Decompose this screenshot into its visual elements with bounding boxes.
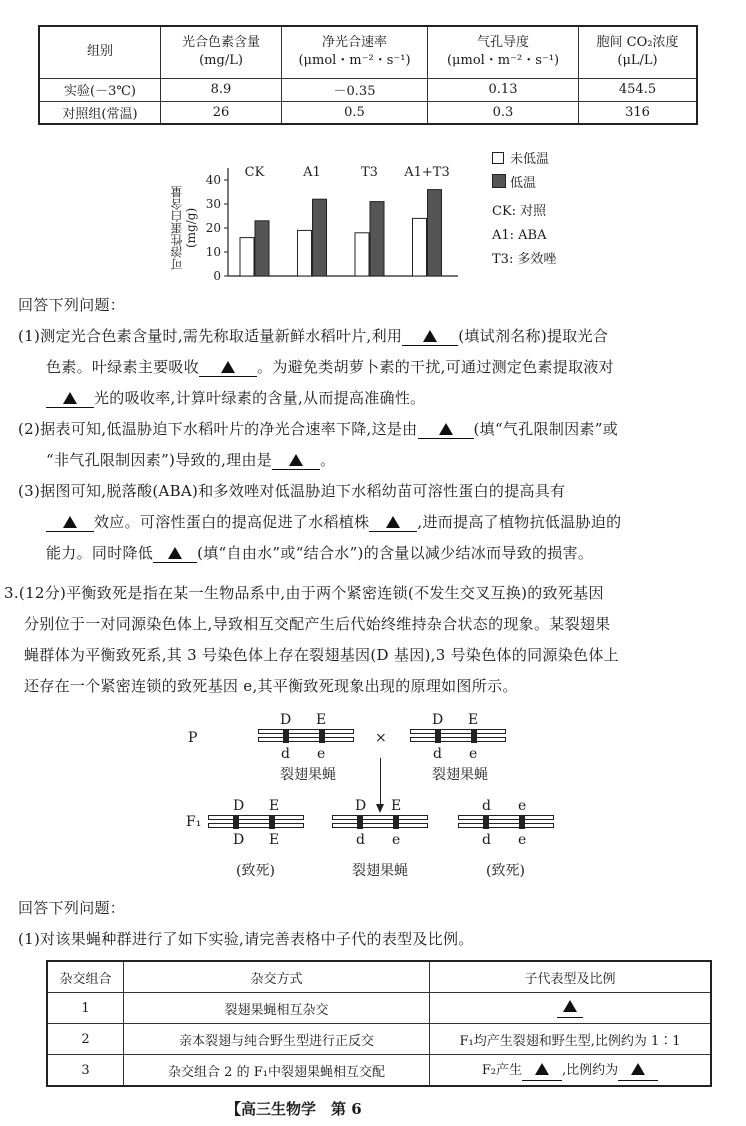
bar-no-cold <box>355 233 369 276</box>
gene-E: E <box>391 798 402 814</box>
data-table-1 <box>38 25 698 125</box>
page-footer: 【高三生物学 第 6 <box>226 1100 362 1118</box>
y-axis-label: 可溶性蛋白含量(mg/g) <box>170 186 198 270</box>
label-split-wing: 裂翅果蝇 <box>432 767 488 783</box>
header-group: 组别 <box>39 26 161 78</box>
gene-e: e <box>469 746 478 762</box>
label-split-wing: 裂翅果蝇 <box>280 767 336 783</box>
answer-blank-icon <box>563 1000 577 1012</box>
q2-line-2: “非气孔限制因素”)导致的,理由是 。 <box>46 451 336 469</box>
category-label: T3 <box>361 165 378 180</box>
gene-d: d <box>482 798 491 814</box>
note-t3: T3: 多效唑 <box>492 252 557 267</box>
gene-E: E <box>468 712 479 728</box>
header-method: 杂交方式 <box>124 961 430 993</box>
chart-legend <box>492 148 556 272</box>
y-tick-label: 30 <box>205 197 221 211</box>
answer-blank-icon <box>386 516 400 528</box>
gene-d: d <box>482 832 491 848</box>
header-offspring: 子代表型及比例 <box>430 961 712 993</box>
bar-cold <box>255 221 269 276</box>
bar-cold <box>370 202 384 276</box>
y-tick-label: 0 <box>213 269 221 283</box>
answer-blank-icon <box>439 423 453 435</box>
gene-D: D <box>432 712 444 728</box>
question-3-stem <box>4 578 734 702</box>
y-tick-label: 40 <box>205 173 221 187</box>
gene-D: D <box>280 712 292 728</box>
chromosome-pair <box>458 815 554 829</box>
gene-e: e <box>317 746 326 762</box>
table-row: 实验(－3℃) 8.9 －0.35 0.13 454.5 <box>39 78 697 101</box>
intro-1: 回答下列问题： <box>18 296 126 314</box>
q3-line-2: 效应。可溶性蛋白的提高促进了水稻植株 ,进而提高了植物抗低温胁迫的 <box>18 507 728 538</box>
questions-block-1 <box>18 290 728 569</box>
note-ck: CK: 对照 <box>492 204 547 219</box>
q1-line-2: 色素。叶绿素主要吸收 。为避免类胡萝卜素的干扰,可通过测定色素提取液对 <box>46 358 614 376</box>
answer-blank-icon <box>168 547 182 559</box>
chromosome-pair <box>332 815 428 829</box>
q3-line-3: 能力。同时降低 (填“自由水”或“结合水”)的含量以减少结冰而导致的损害。 <box>46 544 594 562</box>
arrow-head-icon <box>376 804 384 813</box>
bar-no-cold <box>298 230 312 276</box>
gene-e: e <box>392 832 401 848</box>
answer-blank-icon <box>221 361 235 373</box>
note-a1: A1: ABA <box>492 228 547 243</box>
header-pigment: 光合色素含量 (mg/L) <box>161 26 282 78</box>
gene-E: E <box>269 832 280 848</box>
answer-blank-icon <box>63 516 77 528</box>
gene-e: e <box>518 798 527 814</box>
q4-line: (1)对该果蝇种群进行了如下实验,请完善表格中子代的表型及比例。 <box>18 930 474 948</box>
q1-line-1: (1)测定光合色素含量时,需先称取适量新鲜水稻叶片,利用 (填试剂名称)提取光合 <box>18 327 609 345</box>
header-stomatal: 气孔导度 (μmol・m⁻²・s⁻¹) <box>428 26 579 78</box>
table-row: 2 亲本裂翅与纯合野生型进行正反交 F₁均产生裂翅和野生型,比例约为 1∶1 <box>47 1024 711 1055</box>
cross-symbol: × <box>375 730 387 746</box>
label-lethal: (致死) <box>486 863 525 879</box>
y-tick-label: 10 <box>205 245 221 259</box>
header-combo: 杂交组合 <box>47 961 124 993</box>
chromosome-pair <box>208 815 304 829</box>
arrow-down-icon <box>380 758 381 808</box>
gene-d: d <box>356 832 365 848</box>
q3-stem-line-2: 分别位于一对同源染色体上,导致相互交配产生后代始终维持杂合状态的现象。某裂翅果 <box>24 615 611 633</box>
answer-blank-icon <box>631 1063 645 1075</box>
label-lethal: (致死) <box>236 863 275 879</box>
q3-stem-line-3: 蝇群体为平衡致死系,其 3 号染色体上存在裂翅基因(D 基因),3 号染色体的同源染色体上 <box>24 646 619 664</box>
answer-blank-icon <box>63 392 77 404</box>
y-tick-label: 20 <box>205 221 221 235</box>
questions-block-2 <box>18 893 728 955</box>
answer-blank-icon <box>535 1063 549 1075</box>
q2-line-1: (2)据表可知,低温胁迫下水稻叶片的净光合速率下降,这是由 (填“气孔限制因素”或 <box>18 420 618 438</box>
category-label: A1 <box>303 165 321 180</box>
table-row: 3 杂交组合 2 的 F₁中裂翅果蝇相互交配 F₂产生 ,比例约为 <box>47 1055 711 1087</box>
legend-item-cold: 低温 <box>492 172 556 196</box>
label-p: P <box>188 730 198 746</box>
legend-item-no-cold: 未低温 <box>492 148 556 172</box>
gene-D: D <box>233 832 245 848</box>
header-co2: 胞间 CO₂浓度 (μL/L) <box>579 26 698 78</box>
gene-D: D <box>355 798 367 814</box>
label-f1: F₁ <box>186 814 202 830</box>
header-net-rate: 净光合速率 (μmol・m⁻²・s⁻¹) <box>282 26 428 78</box>
bar-no-cold <box>413 218 427 276</box>
q1-line-3: 光的吸收率,计算叶绿素的含量,从而提高准确性。 <box>18 383 728 414</box>
bar-cold <box>428 190 442 276</box>
label-split-wing: 裂翅果蝇 <box>352 863 408 879</box>
balanced-lethal-diagram <box>0 700 746 890</box>
gene-e: e <box>518 832 527 848</box>
answer-blank-icon <box>423 330 437 342</box>
q3-stem-line-4: 还存在一个紧密连锁的致死基因 e,其平衡致死现象出现的原理如图所示。 <box>24 677 518 695</box>
chromosome-pair <box>258 729 354 743</box>
intro-2: 回答下列问题： <box>18 899 126 917</box>
gene-E: E <box>269 798 280 814</box>
gene-d: d <box>433 746 442 762</box>
q3-stem-line-1: 3.(12分)平衡致死是指在某一生物品系中,由于两个紧密连锁(不发生交叉互换)的致死基因 <box>4 584 604 602</box>
gene-E: E <box>316 712 327 728</box>
bar-no-cold <box>240 238 254 276</box>
chromosome-pair <box>410 729 506 743</box>
table-row: 对照组(常温) 26 0.5 0.3 316 <box>39 101 697 124</box>
answer-blank-icon <box>289 454 303 466</box>
gene-D: D <box>233 798 245 814</box>
table-row: 1 裂翅果蝇相互杂交 <box>47 993 711 1024</box>
bar-cold <box>313 199 327 276</box>
category-label: A1+T3 <box>404 165 450 180</box>
cross-table <box>46 960 712 1087</box>
gene-d: d <box>281 746 290 762</box>
q3-line-1: (3)据图可知,脱落酸(ABA)和多效唑对低温胁迫下水稻幼苗可溶性蛋白的提高具有 <box>18 482 566 500</box>
category-label: CK <box>244 165 265 180</box>
bar-chart <box>170 148 470 283</box>
